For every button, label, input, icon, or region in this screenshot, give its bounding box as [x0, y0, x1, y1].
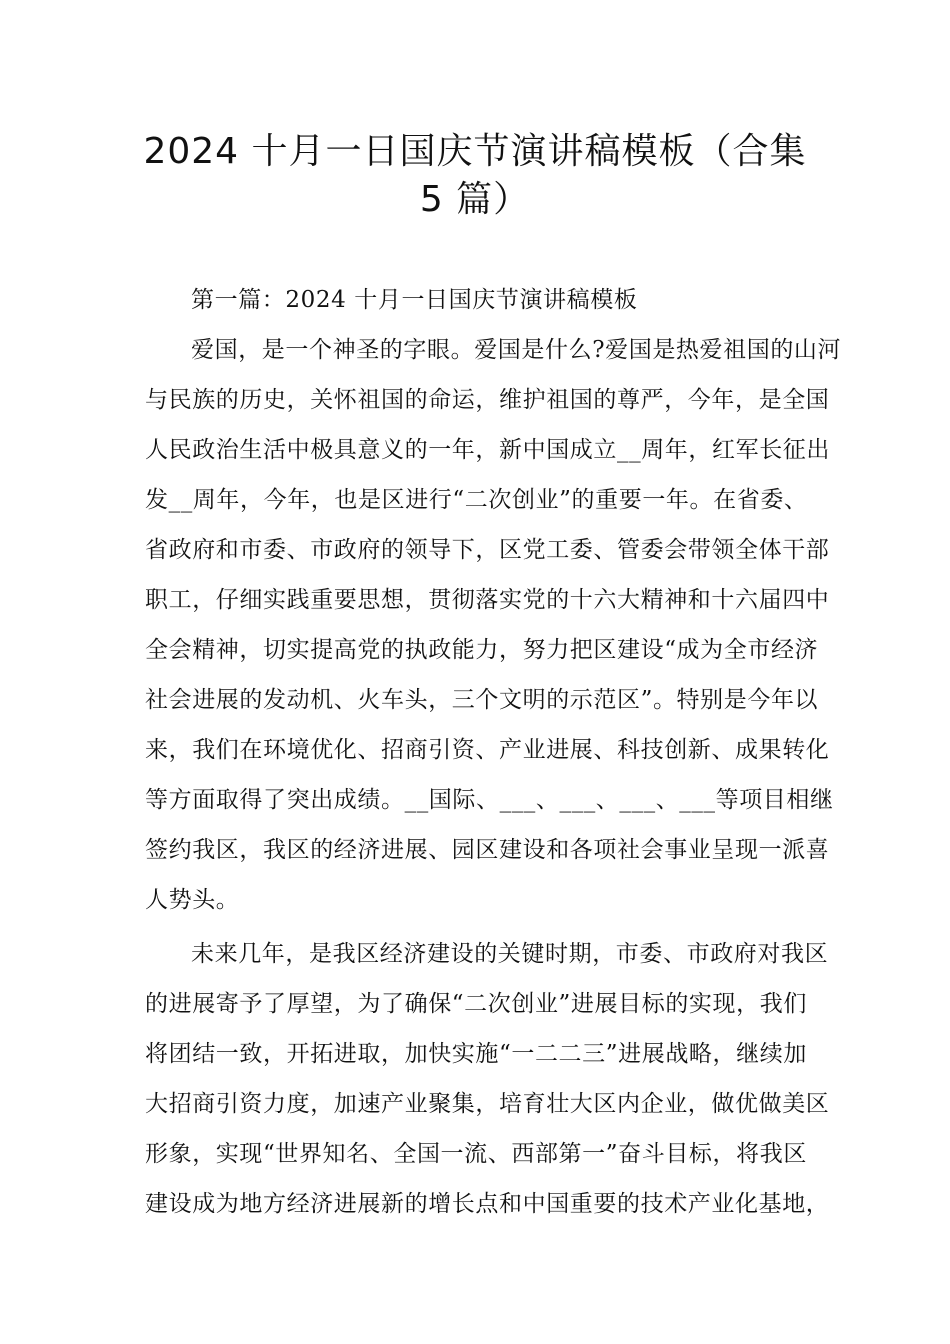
- paragraph-line: 未来几年，是我区经济建设的关键时期，市委、市政府对我区: [191, 941, 829, 967]
- paragraph-line: 人民政治生活中极具意义的一年，新中国成立__周年，红军长征出: [145, 437, 830, 463]
- paragraph-line: 职工，仔细实践重要思想，贯彻落实党的十六大精神和十六届四中: [145, 587, 830, 613]
- paragraph-line: 形象，实现“世界知名、全国一流、西部第一”奋斗目标，将我区: [145, 1141, 807, 1167]
- paragraph-line: 签约我区，我区的经济进展、园区建设和各项社会事业呈现一派喜: [145, 837, 830, 863]
- document-body: [145, 275, 842, 1229]
- paragraph-line: 发__周年，今年，也是区进行“二次创业”的重要一年。在省委、: [145, 487, 808, 513]
- paragraph-line: 省政府和市委、市政府的领导下，区党工委、管委会带领全体干部: [145, 537, 830, 563]
- document-title: [120, 128, 830, 224]
- paragraph-line: 社会进展的发动机、火车头，三个文明的示范区”。特别是今年以: [145, 687, 819, 713]
- paragraph-line: 将团结一致，开拓进取，加快实施“一二二三”进展战略，继续加: [145, 1041, 807, 1067]
- title-line-1: 2024 十月一日国庆节演讲稿模板（合集: [143, 131, 807, 172]
- paragraph-line: 等方面取得了突出成绩。__国际、___、___、___、___等项目相继: [145, 787, 834, 813]
- paragraph-line: 爱国，是一个神圣的字眼。爱国是什么?爱国是热爱祖国的山河: [191, 337, 842, 363]
- paragraph-line: 与民族的历史，关怀祖国的命运，维护祖国的尊严，今年，是全国: [145, 387, 830, 413]
- paragraph-line: 人势头。: [145, 887, 240, 913]
- paragraph-line: 大招商引资力度，加速产业聚集，培育壮大区内企业，做优做美区: [145, 1091, 830, 1117]
- title-line-2: 5 篇）: [419, 179, 531, 220]
- paragraph-line: 建设成为地方经济进展新的增长点和中国重要的技术产业化基地，: [145, 1191, 830, 1217]
- section-heading: 第一篇：2024 十月一日国庆节演讲稿模板: [191, 287, 638, 313]
- paragraph-line: 的进展寄予了厚望，为了确保“二次创业”进展目标的实现，我们: [145, 991, 807, 1017]
- paragraph-line: 来，我们在环境优化、招商引资、产业进展、科技创新、成果转化: [145, 737, 830, 763]
- paragraph-line: 全会精神，切实提高党的执政能力，努力把区建设“成为全市经济: [145, 637, 819, 663]
